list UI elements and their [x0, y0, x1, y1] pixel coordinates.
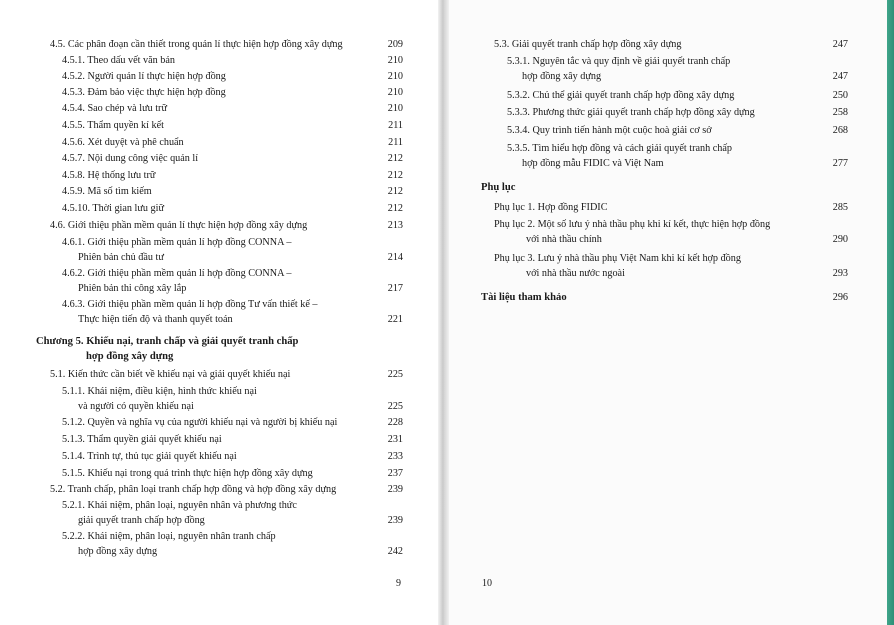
toc-page-number: 211 [388, 120, 403, 131]
right-toc-entry [494, 218, 770, 232]
toc-entry-title: Tài liệu tham khảo [481, 292, 567, 303]
right-toc-entry [481, 181, 515, 195]
toc-entry-title: 4.6. Giới thiệu phần mềm quản lí thực hiện hợp đồng xây dựng [50, 220, 308, 231]
toc-entry-continuation: Thực hiện tiến độ và thanh quyết toán [78, 314, 233, 325]
toc-entry-title: 5.2.2. Khái niệm, phân loại, nguyên nhân tranh chấp [62, 531, 276, 542]
toc-entry-title: 4.6.2. Giới thiệu phần mềm quản lí hợp đồng CONNA – [62, 268, 292, 279]
page-number-left: 9 [396, 578, 401, 589]
toc-entry-title: 5.3.2. Chủ thể giải quyết tranh chấp hợp đồng xây dựng [507, 90, 735, 101]
toc-entry-title: 5.3.4. Quy trình tiến hành một cuộc hoà giải cơ sở [507, 125, 712, 136]
toc-entry-title: 4.6.3. Giới thiệu phần mềm quản lí hợp đồng Tư vấn thiết kế – [62, 299, 318, 310]
toc-page-number: 237 [387, 468, 403, 479]
toc-entry-title: 5.1. Kiến thức cần biết về khiếu nại và giải quyết khiếu nại [50, 369, 291, 380]
toc-page-number: 212 [387, 203, 403, 214]
toc-page-number: 228 [387, 417, 403, 428]
toc-entry-title: Phụ lục 2. Một số lưu ý nhà thầu phụ khi kí kết, thực hiện hợp đồng [494, 219, 771, 230]
right-toc-entry [507, 106, 755, 120]
toc-entry-title: Chương 5. Khiếu nại, tranh chấp và giải quyết tranh chấp [36, 336, 299, 347]
toc-entry-title: 4.5.7. Nội dung công việc quản lí [62, 153, 199, 164]
toc-page-number: 242 [387, 546, 403, 557]
toc-page-number: 211 [388, 137, 403, 148]
toc-entry-title: 4.5.4. Sao chép và lưu trữ [62, 103, 167, 114]
toc-entry-continuation: Phiên bản chủ đầu tư [78, 252, 164, 263]
toc-page-number: 293 [832, 268, 848, 279]
right-toc-entry [494, 252, 741, 266]
toc-entry-continuation: và người có quyền khiếu nại [78, 401, 194, 412]
toc-page-number: 210 [387, 71, 403, 82]
toc-page-number: 210 [387, 87, 403, 98]
right-toc-entry [507, 142, 732, 156]
toc-page-number: 217 [387, 283, 403, 294]
toc-entry-title: 4.5.10. Thời gian lưu giữ [62, 203, 164, 214]
toc-entry-title: 5.1.2. Quyền và nghĩa vụ của người khiếu nại và người bị khiếu nại [62, 417, 338, 428]
toc-page-number: 277 [832, 158, 848, 169]
toc-page-number: 296 [832, 292, 848, 303]
toc-entry-title: Phụ lục 1. Hợp đồng FIDIC [494, 202, 608, 213]
toc-entry-title: 5.1.1. Khái niệm, điều kiện, hình thức khiếu nại [62, 386, 257, 397]
toc-entry-title: 5.3.3. Phương thức giải quyết tranh chấp hợp đồng xây dựng [507, 107, 755, 118]
toc-entry-continuation: hợp đồng xây dựng [86, 351, 174, 362]
toc-page-number: 239 [387, 484, 403, 495]
toc-entry-continuation: với nhà thầu chính [526, 234, 602, 245]
toc-entry-title: Phụ lục [481, 182, 516, 193]
toc-entry-title: 5.1.3. Thẩm quyền giải quyết khiếu nại [62, 434, 222, 445]
toc-entry-title: 5.2. Tranh chấp, phân loại tranh chấp hợp đồng và hợp đồng xây dựng [50, 484, 337, 495]
toc-page-number: 213 [387, 220, 403, 231]
toc-page-number: 247 [832, 39, 848, 50]
toc-page-number: 209 [387, 39, 403, 50]
toc-entry-continuation: Phiên bản thi công xây lắp [78, 283, 187, 294]
toc-entry-title: 5.3. Giải quyết tranh chấp hợp đồng xây dựng [494, 39, 682, 50]
toc-entry-continuation: hợp đồng xây dựng [522, 71, 602, 82]
toc-page-number: 210 [387, 103, 403, 114]
toc-entry-continuation: với nhà thầu nước ngoài [526, 268, 625, 279]
toc-page-number: 225 [387, 401, 403, 412]
toc-page-number: 212 [387, 170, 403, 181]
toc-page-number: 258 [832, 107, 848, 118]
toc-entry-title: 4.5.6. Xét duyệt và phê chuẩn [62, 137, 184, 148]
toc-entry-title: 4.5.5. Thẩm quyền kí kết [62, 120, 164, 131]
toc-entry-title: 5.2.1. Khái niệm, phân loại, nguyên nhân và phương thức [62, 500, 297, 511]
toc-entry-title: 5.1.5. Khiếu nại trong quá trình thực hiện hợp đồng xây dựng [62, 468, 313, 479]
toc-page-number: 290 [832, 234, 848, 245]
toc-page-number: 285 [832, 202, 848, 213]
toc-page-number: 231 [387, 434, 403, 445]
toc-page-number: 239 [387, 515, 403, 526]
right-toc-entry [494, 38, 681, 52]
page-number-right: 10 [482, 578, 492, 589]
right-toc-entry [481, 291, 567, 305]
toc-page-number: 210 [387, 55, 403, 66]
toc-entry-title: 4.5.9. Mã số tìm kiếm [62, 186, 152, 197]
toc-entry-title: 5.3.5. Tìm hiểu hợp đồng và cách giải quyết tranh chấp [507, 143, 733, 154]
toc-page-number: 247 [832, 71, 848, 82]
toc-page-number: 212 [387, 186, 403, 197]
toc-page-number: 225 [387, 369, 403, 380]
toc-entry-title: 5.1.4. Trình tự, thủ tục giải quyết khiếu nại [62, 451, 237, 462]
toc-page-number: 268 [832, 125, 848, 136]
toc-entry-title: 4.5. Các phân đoạn cần thiết trong quản lí thực hiện hợp đồng xây dựng [50, 39, 343, 50]
toc-entry-continuation: giải quyết tranh chấp hợp đồng [78, 515, 205, 526]
toc-page-number: 214 [387, 252, 403, 263]
right-toc-entry [507, 124, 712, 138]
toc-entry-title: 4.6.1. Giới thiệu phần mềm quản lí hợp đồng CONNA – [62, 237, 292, 248]
toc-page-number: 221 [387, 314, 403, 325]
toc-page-number: 212 [387, 153, 403, 164]
toc-entry-title: 5.3.1. Nguyên tắc và quy định về giải quyết tranh chấp [507, 56, 731, 67]
toc-entry-continuation: hợp đồng mẫu FIDIC và Việt Nam [522, 158, 664, 169]
toc-entry-title: Phụ lục 3. Lưu ý nhà thầu phụ Việt Nam khi kí kết hợp đồng [494, 253, 741, 264]
toc-entry-title: 4.5.2. Người quản lí thực hiện hợp đồng [62, 71, 226, 82]
right-toc-entry [507, 89, 734, 103]
toc-entry-title: 4.5.3. Đảm bảo việc thực hiện hợp đồng [62, 87, 226, 98]
toc-entry-title: 4.5.8. Hệ thống lưu trữ [62, 170, 156, 181]
toc-page-number: 233 [387, 451, 403, 462]
toc-entry-title: 4.5.1. Theo dấu vết văn bản [62, 55, 175, 66]
toc-entry-continuation: hợp đồng xây dựng [78, 546, 158, 557]
right-toc-entry [494, 201, 608, 215]
toc-page-number: 250 [832, 90, 848, 101]
right-toc-entry [507, 55, 730, 69]
